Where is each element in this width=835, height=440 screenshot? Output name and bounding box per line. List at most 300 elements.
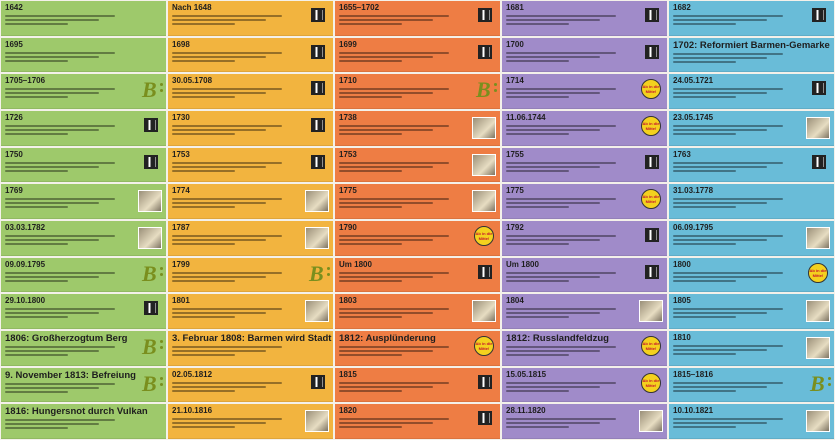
card-title: 1801 — [172, 296, 190, 306]
card-title: 9. November 1813: Befreiung — [5, 369, 136, 381]
qr-code-icon — [645, 45, 659, 59]
card-text-line — [506, 276, 600, 278]
card-text-line — [339, 198, 449, 200]
card-text-line — [339, 280, 402, 282]
timeline-card — [335, 221, 500, 256]
card-text-line — [673, 57, 767, 59]
card-text-line — [172, 350, 266, 352]
historic-image — [138, 227, 162, 249]
card-text-line — [339, 276, 433, 278]
card-text-line — [673, 125, 783, 127]
card-text-line — [339, 19, 433, 21]
card-text-line — [506, 56, 600, 58]
card-text-line — [5, 60, 68, 62]
timeline-card — [335, 38, 500, 73]
timeline-card — [502, 74, 667, 109]
card-title: 29.10.1800 — [5, 296, 46, 306]
card-text-line — [673, 349, 767, 351]
card-text-line — [5, 198, 115, 200]
card-text-line — [5, 427, 68, 429]
card-title: 02.05.1812 — [172, 369, 213, 379]
card-text-line — [506, 133, 569, 135]
card-text-line — [172, 390, 235, 392]
card-text-line — [506, 308, 616, 310]
card-title: 1805 — [673, 296, 691, 306]
card-text-line — [339, 346, 449, 348]
card-text-line — [5, 19, 99, 21]
card-title: 1799 — [172, 259, 190, 269]
card-title: 1699 — [339, 39, 357, 49]
timeline-card — [669, 221, 834, 256]
card-text-line — [5, 129, 99, 131]
card-text-line — [506, 426, 569, 428]
card-title: 1816: Hungersnot durch Vulkan — [5, 406, 148, 418]
card-title: 1682 — [673, 3, 691, 12]
card-text-line — [5, 243, 68, 245]
card-title: 1815 — [339, 369, 357, 379]
card-text-line — [5, 316, 68, 318]
b-logo-icon: B — [476, 79, 494, 101]
historic-image — [305, 300, 329, 322]
qr-code-icon — [478, 375, 492, 389]
b-logo-icon: B — [810, 373, 828, 395]
card-title: 3. Februar 1808: Barmen wird Stadt — [172, 333, 332, 344]
card-text-line — [5, 387, 99, 389]
timeline-card — [168, 148, 333, 183]
card-text-line — [5, 125, 115, 127]
card-text-line — [339, 354, 402, 356]
card-text-line — [172, 52, 282, 54]
historic-image — [472, 154, 496, 176]
card-text-line — [506, 206, 569, 208]
timeline-card — [669, 184, 834, 219]
historic-image — [639, 300, 663, 322]
timeline-card — [502, 1, 667, 36]
mitte-badge-icon: Ab in die Mitte! — [641, 79, 661, 99]
timeline-card — [335, 148, 500, 183]
card-text-line — [506, 235, 616, 237]
card-title: 1730 — [172, 113, 190, 122]
card-text-line — [673, 386, 767, 388]
qr-code-icon — [311, 81, 325, 95]
card-text-line — [172, 312, 266, 314]
card-text-line — [5, 312, 99, 314]
timeline-card — [168, 221, 333, 256]
card-title: Um 1800 — [506, 259, 539, 269]
historic-image — [806, 300, 830, 322]
card-text-line — [5, 206, 68, 208]
card-text-line — [339, 243, 402, 245]
card-title: 21.10.1816 — [172, 406, 213, 416]
card-title: 1655–1702 — [339, 3, 380, 12]
card-text-line — [673, 15, 783, 17]
card-title: 09.09.1795 — [5, 259, 46, 269]
card-text-line — [5, 166, 99, 168]
timeline-card — [502, 148, 667, 183]
card-title: 1738 — [339, 113, 357, 122]
card-text-line — [673, 133, 736, 135]
card-title: 10.10.1821 — [673, 406, 714, 416]
timeline-card — [168, 294, 333, 329]
card-text-line — [506, 92, 600, 94]
historic-image — [472, 190, 496, 212]
card-text-line — [339, 350, 433, 352]
card-text-line — [172, 386, 266, 388]
card-title: 1812: Russlandfeldzug — [506, 333, 609, 344]
qr-code-icon — [144, 301, 158, 315]
card-text-line — [339, 418, 449, 420]
timeline-card — [335, 331, 500, 366]
timeline-card — [1, 221, 166, 256]
timeline-card — [669, 404, 834, 439]
card-text-line — [339, 390, 402, 392]
card-text-line — [172, 346, 282, 348]
card-text-line — [172, 92, 266, 94]
card-text-line — [339, 125, 449, 127]
card-text-line — [5, 308, 115, 310]
qr-code-icon — [311, 155, 325, 169]
historic-image — [806, 410, 830, 432]
timeline-card — [502, 38, 667, 73]
card-title: 1710 — [339, 76, 357, 86]
card-title: 1726 — [5, 113, 23, 122]
card-text-line — [506, 312, 600, 314]
card-title: 1812: Ausplünderung — [339, 333, 436, 344]
card-text-line — [506, 346, 616, 348]
card-text-line — [5, 354, 68, 356]
card-title: 1642 — [5, 3, 23, 12]
mitte-badge-icon: Ab in die Mitte! — [641, 336, 661, 356]
qr-code-icon — [311, 8, 325, 22]
qr-code-icon — [144, 118, 158, 132]
mitte-badge-icon: Ab in die Mitte! — [808, 263, 828, 283]
card-text-line — [339, 272, 449, 274]
card-text-line — [5, 202, 99, 204]
card-text-line — [5, 419, 115, 421]
mitte-badge-icon: Ab in die Mitte! — [474, 226, 494, 246]
card-text-line — [673, 88, 783, 90]
card-text-line — [506, 52, 616, 54]
timeline-card — [168, 404, 333, 439]
qr-code-icon — [645, 228, 659, 242]
timeline-card — [1, 184, 166, 219]
card-title: 1790 — [339, 223, 357, 232]
card-text-line — [506, 280, 569, 282]
card-title: 1804 — [506, 296, 524, 306]
card-text-line — [673, 61, 736, 63]
card-title: Nach 1648 — [172, 3, 212, 12]
timeline-card — [669, 74, 834, 109]
qr-code-icon — [311, 375, 325, 389]
card-text-line — [673, 353, 736, 355]
timeline-card — [1, 331, 166, 366]
card-text-line — [5, 170, 68, 172]
qr-code-icon — [812, 81, 826, 95]
card-text-line — [506, 418, 616, 420]
card-text-line — [339, 129, 433, 131]
card-text-line — [506, 382, 616, 384]
card-text-line — [506, 272, 616, 274]
b-logo-icon: B — [142, 336, 160, 358]
card-text-line — [172, 422, 266, 424]
card-text-line — [673, 316, 736, 318]
card-title: 1775 — [339, 186, 357, 196]
timeline-card — [335, 184, 500, 219]
card-text-line — [673, 239, 767, 241]
card-text-line — [506, 198, 616, 200]
card-text-line — [339, 166, 433, 168]
qr-code-icon — [645, 155, 659, 169]
timeline-card — [669, 111, 834, 146]
card-text-line — [506, 239, 600, 241]
card-text-line — [506, 170, 569, 172]
timeline-card — [1, 294, 166, 329]
card-title: 1787 — [172, 223, 190, 232]
card-text-line — [673, 206, 736, 208]
timeline-card — [502, 368, 667, 403]
card-title: 1803 — [339, 296, 357, 306]
b-logo-icon: B — [309, 263, 327, 285]
card-title: 24.05.1721 — [673, 76, 714, 86]
card-text-line — [673, 23, 736, 25]
card-title: 06.09.1795 — [673, 223, 714, 232]
card-text-line — [172, 19, 266, 21]
card-text-line — [172, 15, 282, 17]
card-title: 11.06.1744 — [506, 113, 546, 122]
card-text-line — [673, 345, 783, 347]
card-text-line — [339, 308, 449, 310]
qr-code-icon — [645, 8, 659, 22]
card-text-line — [339, 316, 402, 318]
card-text-line — [673, 96, 736, 98]
card-title: Um 1800 — [339, 259, 372, 269]
card-text-line — [172, 280, 235, 282]
card-text-line — [673, 243, 736, 245]
card-text-line — [673, 129, 767, 131]
card-text-line — [5, 423, 99, 425]
timeline-card — [1, 1, 166, 36]
card-text-line — [172, 60, 235, 62]
historic-image — [138, 190, 162, 212]
qr-code-icon — [812, 155, 826, 169]
card-text-line — [506, 166, 600, 168]
card-text-line — [5, 92, 99, 94]
timeline-card — [502, 294, 667, 329]
card-text-line — [5, 133, 68, 135]
card-text-line — [339, 312, 433, 314]
timeline-card — [335, 111, 500, 146]
historic-image — [639, 410, 663, 432]
card-text-line — [339, 52, 449, 54]
card-text-line — [172, 206, 235, 208]
card-title: 1695 — [5, 39, 23, 49]
card-text-line — [673, 382, 783, 384]
card-text-line — [339, 426, 402, 428]
card-text-line — [673, 272, 783, 274]
qr-code-icon — [478, 411, 492, 425]
card-title: 23.05.1745 — [673, 113, 714, 122]
timeline-card — [1, 368, 166, 403]
card-text-line — [339, 235, 449, 237]
card-text-line — [339, 239, 433, 241]
card-text-line — [5, 276, 99, 278]
card-text-line — [5, 88, 115, 90]
timeline-card — [168, 111, 333, 146]
card-text-line — [673, 390, 736, 392]
card-text-line — [172, 198, 282, 200]
card-text-line — [172, 382, 282, 384]
mitte-badge-icon: Ab in die Mitte! — [474, 336, 494, 356]
card-text-line — [172, 426, 235, 428]
card-title: 1775 — [506, 186, 524, 196]
card-text-line — [5, 162, 115, 164]
card-text-line — [172, 272, 282, 274]
card-text-line — [172, 129, 266, 131]
card-text-line — [172, 133, 235, 135]
card-title: 1792 — [506, 223, 524, 232]
card-text-line — [339, 60, 402, 62]
timeline-card — [669, 148, 834, 183]
card-title: 1705–1706 — [5, 76, 46, 86]
card-text-line — [172, 23, 235, 25]
historic-image — [806, 117, 830, 139]
card-text-line — [506, 19, 600, 21]
card-text-line — [172, 276, 266, 278]
timeline-card — [1, 74, 166, 109]
timeline-card — [502, 221, 667, 256]
card-text-line — [5, 235, 115, 237]
card-text-line — [5, 52, 115, 54]
b-logo-icon: B — [142, 79, 160, 101]
card-text-line — [172, 239, 266, 241]
card-text-line — [506, 15, 616, 17]
historic-image — [806, 227, 830, 249]
card-text-line — [673, 166, 767, 168]
card-text-line — [673, 422, 767, 424]
card-title: 03.03.1782 — [5, 223, 46, 232]
card-text-line — [339, 133, 402, 135]
card-text-line — [339, 202, 433, 204]
card-text-line — [673, 308, 783, 310]
card-text-line — [5, 56, 99, 58]
card-title: 1820 — [339, 406, 357, 416]
timeline-card — [168, 368, 333, 403]
historic-image — [806, 337, 830, 359]
card-text-line — [339, 23, 402, 25]
card-text-line — [506, 88, 616, 90]
card-text-line — [673, 426, 736, 428]
card-text-line — [506, 23, 569, 25]
card-title: 1714 — [506, 76, 524, 86]
card-text-line — [339, 162, 449, 164]
timeline-card — [168, 184, 333, 219]
timeline-card — [168, 1, 333, 36]
card-text-line — [506, 386, 600, 388]
timeline-card — [502, 111, 667, 146]
card-text-line — [339, 92, 433, 94]
card-text-line — [5, 391, 68, 393]
qr-code-icon — [311, 118, 325, 132]
timeline-card — [502, 404, 667, 439]
card-text-line — [5, 96, 68, 98]
mitte-badge-icon: Ab in die Mitte! — [641, 116, 661, 136]
card-text-line — [5, 23, 68, 25]
card-text-line — [339, 382, 449, 384]
card-title: 28.11.1820 — [506, 406, 546, 416]
qr-code-icon — [645, 265, 659, 279]
card-text-line — [172, 316, 235, 318]
card-title: 1774 — [172, 186, 190, 196]
timeline-card — [1, 111, 166, 146]
card-text-line — [339, 15, 449, 17]
timeline-card — [502, 184, 667, 219]
card-text-line — [339, 386, 433, 388]
card-text-line — [172, 96, 235, 98]
timeline-card — [168, 258, 333, 293]
card-title: 1815–1816 — [673, 369, 714, 379]
card-text-line — [172, 418, 282, 420]
card-text-line — [506, 350, 600, 352]
card-text-line — [172, 162, 282, 164]
card-text-line — [506, 422, 600, 424]
card-text-line — [673, 276, 767, 278]
card-text-line — [506, 202, 600, 204]
historic-image — [305, 410, 329, 432]
card-text-line — [5, 383, 115, 385]
timeline-card — [669, 331, 834, 366]
card-text-line — [673, 170, 736, 172]
timeline-card — [168, 38, 333, 73]
card-text-line — [5, 346, 115, 348]
card-text-line — [506, 316, 569, 318]
card-text-line — [506, 60, 569, 62]
card-text-line — [673, 312, 767, 314]
card-text-line — [673, 280, 736, 282]
card-text-line — [673, 92, 767, 94]
card-title: 1700 — [506, 39, 524, 49]
historic-image — [472, 117, 496, 139]
card-text-line — [673, 19, 767, 21]
card-text-line — [339, 422, 433, 424]
qr-code-icon — [478, 265, 492, 279]
mitte-badge-icon: Ab in die Mitte! — [641, 373, 661, 393]
card-text-line — [339, 206, 402, 208]
card-text-line — [506, 162, 616, 164]
timeline-card — [335, 74, 500, 109]
card-text-line — [673, 418, 783, 420]
timeline-card — [335, 404, 500, 439]
card-text-line — [673, 53, 783, 55]
timeline-card — [1, 38, 166, 73]
qr-code-icon — [144, 155, 158, 169]
qr-code-icon — [311, 45, 325, 59]
card-text-line — [339, 96, 402, 98]
qr-code-icon — [812, 8, 826, 22]
historic-image — [305, 190, 329, 212]
timeline-card — [335, 368, 500, 403]
card-text-line — [5, 239, 99, 241]
timeline-card — [669, 368, 834, 403]
mitte-badge-icon: Ab in die Mitte! — [641, 189, 661, 209]
qr-code-icon — [478, 8, 492, 22]
card-title: 1800 — [673, 259, 691, 269]
card-title: 15.05.1815 — [506, 369, 547, 379]
card-text-line — [5, 272, 115, 274]
card-text-line — [506, 125, 616, 127]
timeline-card — [502, 331, 667, 366]
card-text-line — [5, 15, 115, 17]
timeline-card — [669, 1, 834, 36]
